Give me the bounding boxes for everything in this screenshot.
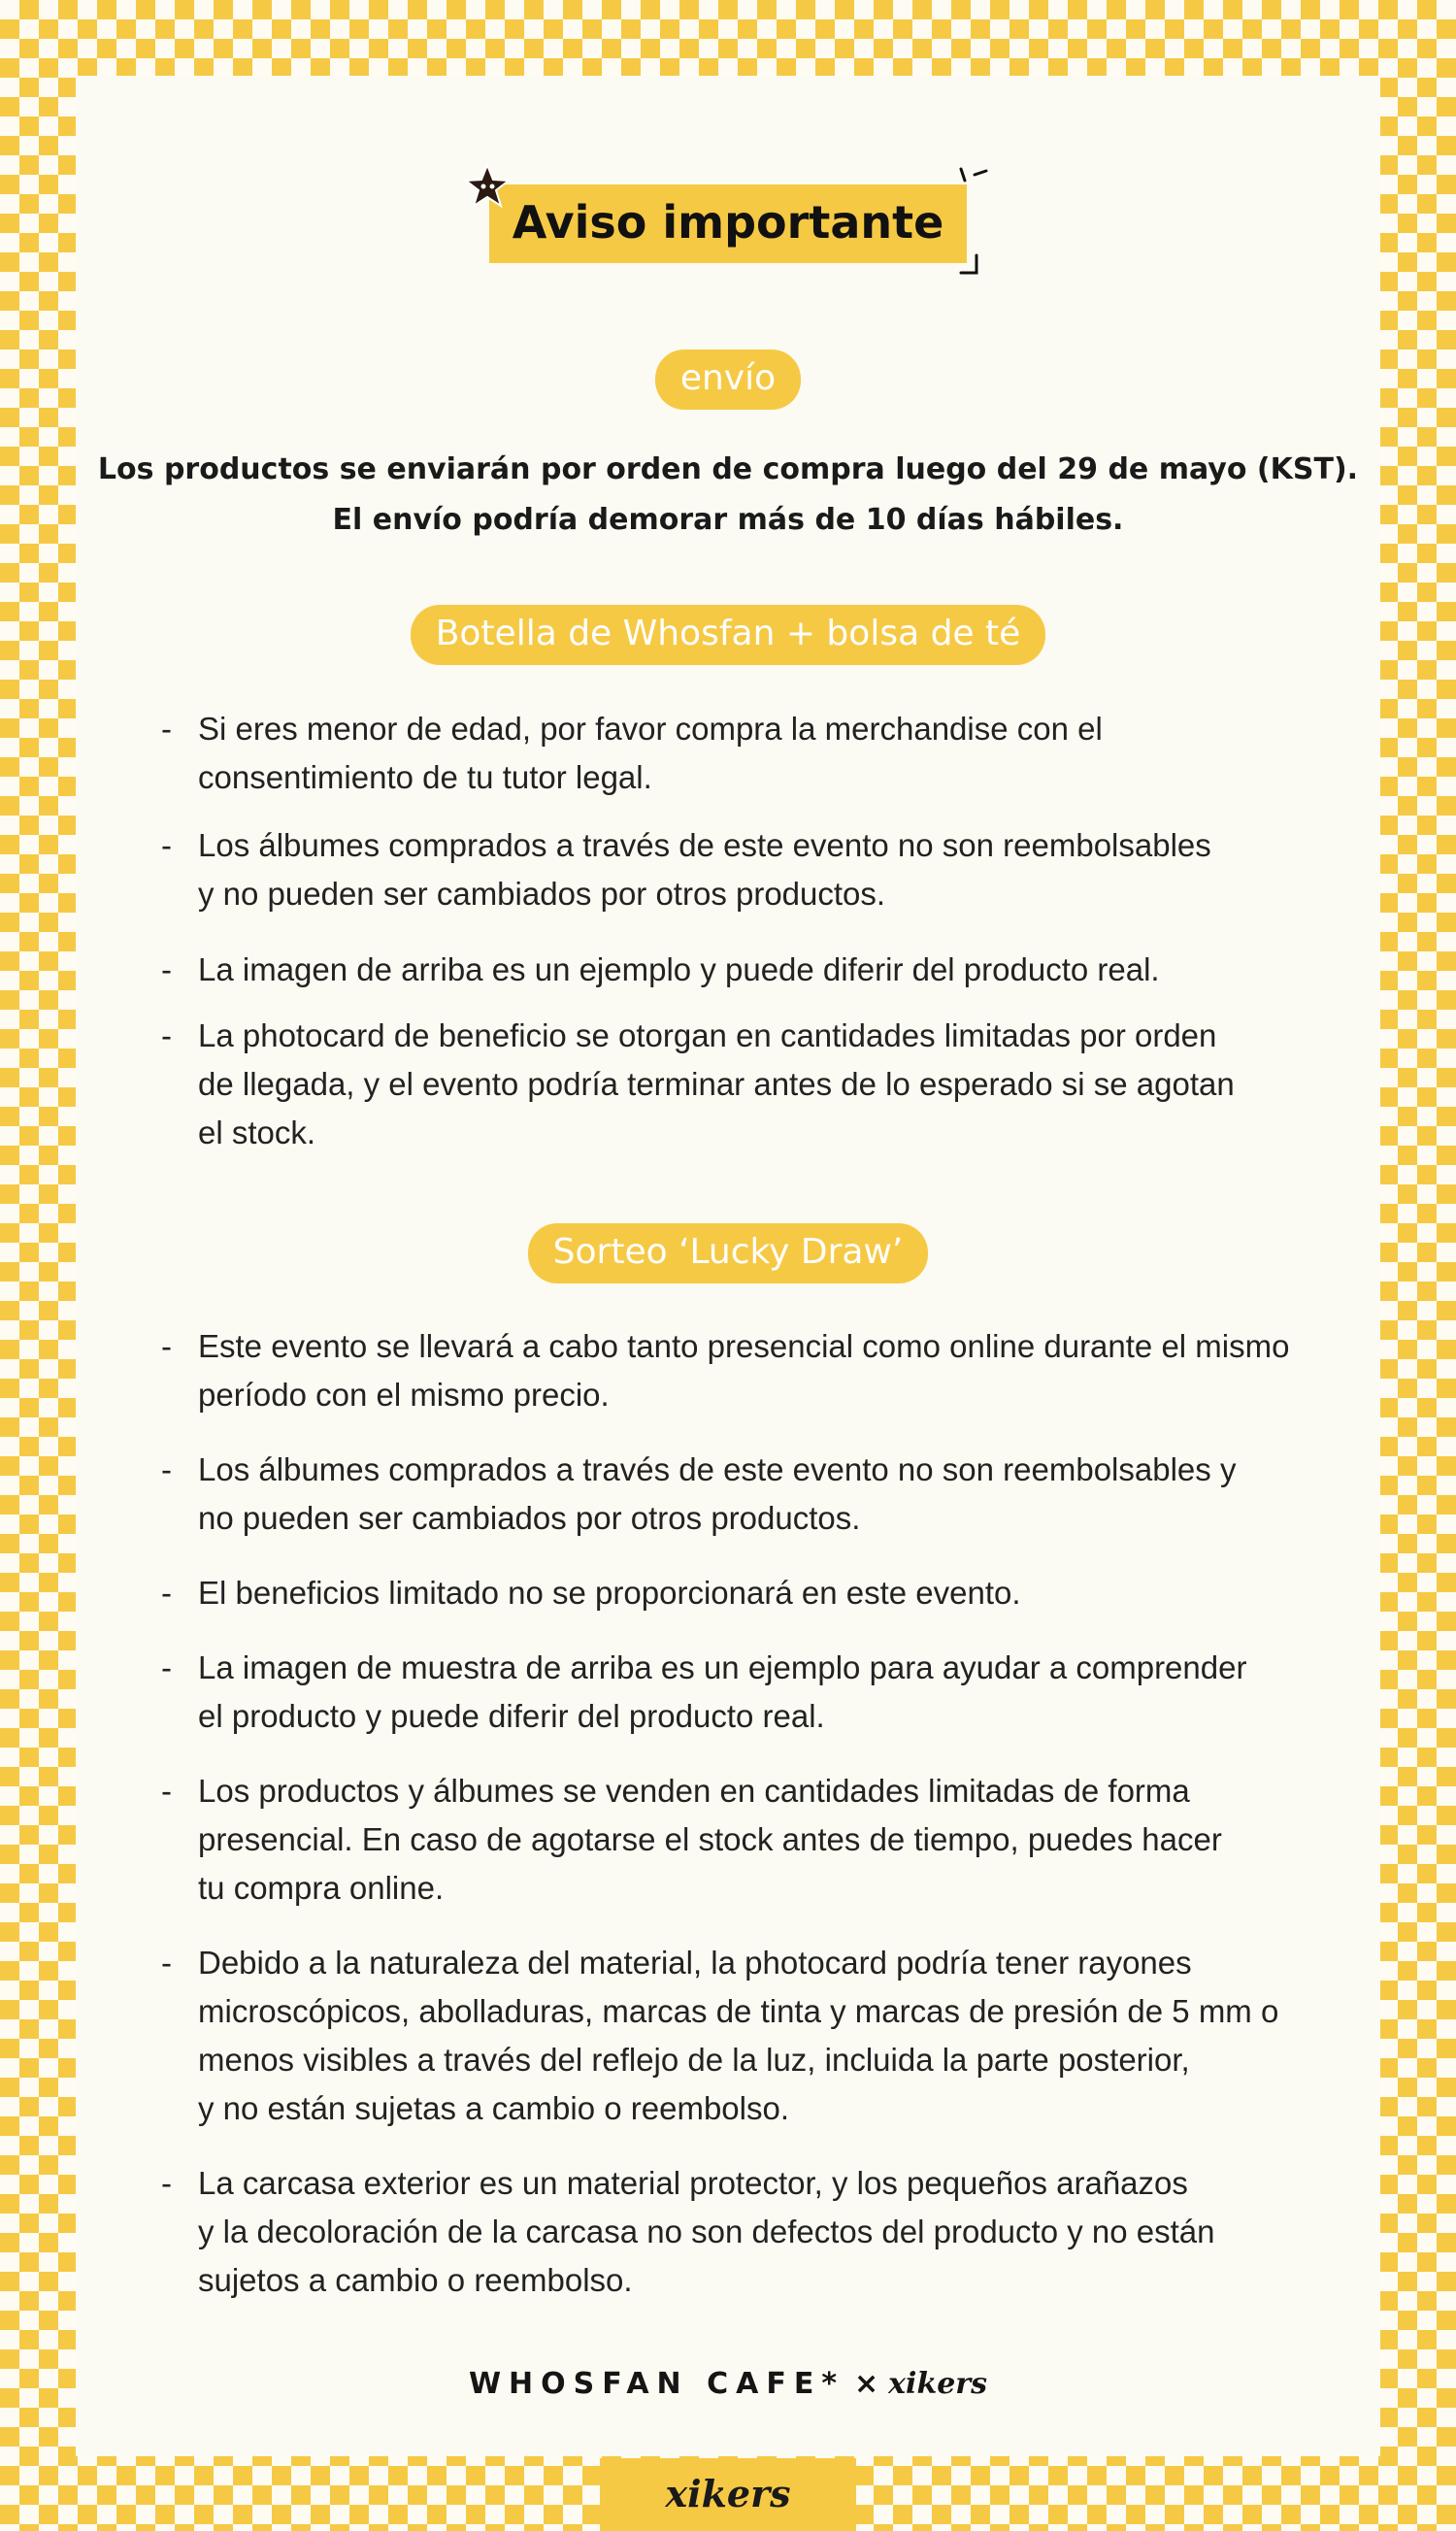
brand-lockup bbox=[76, 2367, 1380, 2401]
list-item: - Los productos y álbumes se venden en cantidades limitadas de forma presencial. En caso de agotarse el stock antes de tiempo, puedes hacer tu compra online. bbox=[76, 1767, 1380, 1913]
title-box bbox=[489, 184, 968, 263]
list-item: - Los álbumes comprados a través de este evento no son reembolsables y no pueden ser cambiados por otros productos. bbox=[76, 821, 1380, 918]
notice-panel bbox=[76, 76, 1380, 2456]
footer-logo-badge bbox=[600, 2458, 856, 2531]
list-item: - Los álbumes comprados a través de este evento no son reembolsables y no pueden ser cambiados por otros productos. bbox=[76, 1446, 1380, 1543]
title-area bbox=[76, 184, 1380, 263]
shipping-line-2: El envío podría demorar más de 10 días hábiles. bbox=[332, 503, 1124, 537]
section2-label: Sorteo ‘Lucky Draw’ bbox=[528, 1223, 929, 1283]
page-title: Aviso importante bbox=[512, 196, 944, 249]
brand-separator: × bbox=[854, 2367, 879, 2401]
sparkle-icon bbox=[953, 165, 992, 204]
corner-bracket-icon bbox=[957, 253, 980, 277]
list-item: - La imagen de muestra de arriba es un ejemplo para ayudar a comprender el producto y puede diferir del producto real. bbox=[76, 1644, 1380, 1741]
section2-label-row bbox=[76, 1223, 1380, 1283]
section1-label-row bbox=[76, 605, 1380, 665]
list-item: - El beneficios limitado no se proporcionará en este evento. bbox=[76, 1569, 1380, 1617]
whosfan-cafe-logo: WHOSFAN CAFE* bbox=[468, 2367, 845, 2401]
shipping-label: envío bbox=[655, 350, 801, 410]
list-item: - La photocard de beneficio se otorgan en cantidades limitadas por orden de llegada, y el evento podría terminar antes de lo esperado si se agotan el stock. bbox=[76, 1012, 1380, 1157]
shipping-line-1: Los productos se enviarán por orden de compra luego del 29 de mayo (KST). bbox=[97, 452, 1359, 486]
xikers-logo: xikers bbox=[888, 2367, 988, 2401]
list-item: - Si eres menor de edad, por favor compra la merchandise con el consentimiento de tu tutor legal. bbox=[76, 705, 1380, 802]
section1-list bbox=[76, 705, 1380, 1157]
shipping-info bbox=[76, 445, 1380, 546]
list-item: - Debido a la naturaleza del material, la photocard podría tener rayones microscópicos, abolladuras, marcas de tinta y marcas de presión de 5 mm o menos visibles a través del reflejo de la luz, incluida la parte posterior, y no están sujetas a cambio o reembolso. bbox=[76, 1939, 1380, 2133]
star-icon bbox=[462, 161, 513, 212]
section1-label: Botella de Whosfan + bolsa de té bbox=[411, 605, 1046, 665]
list-item: - La imagen de arriba es un ejemplo y puede diferir del producto real. bbox=[76, 946, 1380, 994]
shipping-label-row bbox=[76, 350, 1380, 410]
footer-xikers-logo: xikers bbox=[665, 2472, 791, 2515]
list-item: - La carcasa exterior es un material protector, y los pequeños arañazos y la decoloración de la carcasa no son defectos del producto y no están sujetos a cambio o reembolso. bbox=[76, 2159, 1380, 2305]
section2-list bbox=[76, 1322, 1380, 2305]
list-item: - Este evento se llevará a cabo tanto presencial como online durante el mismo período con el mismo precio. bbox=[76, 1322, 1380, 1419]
